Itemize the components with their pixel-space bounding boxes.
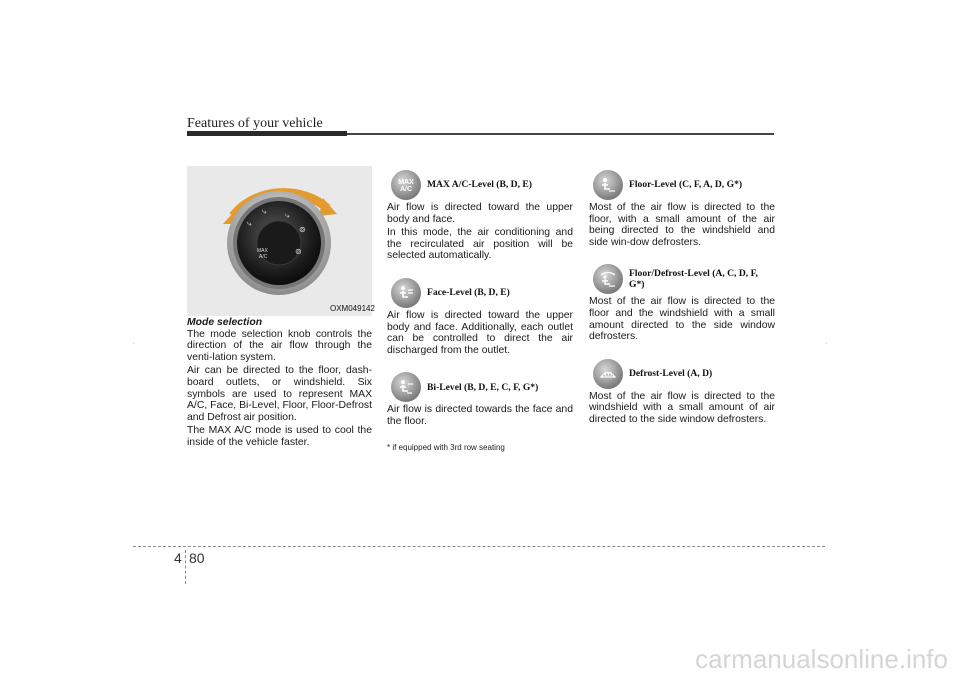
footnote: * if equipped with 3rd row seating	[387, 442, 505, 452]
defrost-icon	[593, 359, 623, 389]
floor-paragraph-1: Most of the air flow is directed to the floor, with a small amount of the air being directed to the windshield and side win-dow defrosters.	[589, 202, 775, 248]
svg-text:⤷: ⤷	[247, 219, 252, 228]
svg-text:MAX: MAX	[398, 179, 414, 186]
max-ac-paragraph-1: Air flow is directed toward the upper body and face.	[387, 202, 573, 225]
col1-paragraph-1: The mode selection knob controls the direction of the air flow through the venti-lation system.	[187, 328, 372, 363]
mode-knob-illustration	[187, 166, 372, 316]
svg-text:A/C: A/C	[399, 186, 413, 193]
mode-head-floor-defrost	[589, 262, 775, 296]
header-accent-bar	[187, 131, 347, 136]
mode-knob-figure	[187, 166, 372, 316]
mode-title-max-ac: MAX A/C-Level (B, D, E)	[427, 179, 532, 191]
mode-head-bi-level	[387, 370, 573, 404]
svg-text:⊚: ⊚	[295, 247, 302, 256]
floor-level-icon	[593, 170, 623, 200]
bi-level-icon	[391, 372, 421, 402]
svg-text:A/C: A/C	[259, 254, 268, 260]
column-2	[387, 168, 573, 453]
svg-text:⤷: ⤷	[285, 211, 290, 220]
defrost-paragraph-1: Most of the air flow is directed to the windshield with a small amount of air directed to the side window defrosters.	[589, 390, 775, 425]
face-paragraph-1: Air flow is directed toward the upper body and face. Additionally, each outlet can be controlled to direct the air discharged from the outlet.	[387, 309, 573, 356]
footer-rule	[133, 546, 825, 547]
watermark: carmanualsonline.info	[695, 644, 948, 674]
max-ac-icon	[391, 170, 421, 200]
mode-head-max-ac	[387, 168, 573, 202]
mode-title-bi-level: Bi-Level (B, D, E, C, F, G*)	[427, 381, 539, 393]
column-3	[589, 168, 775, 428]
svg-text:⤷: ⤷	[262, 207, 267, 216]
page-header-title: Features of your vehicle	[187, 116, 323, 131]
svg-text:⊚: ⊚	[299, 225, 306, 234]
footer-divider	[185, 550, 186, 584]
mode-title-face: Face-Level (B, D, E)	[427, 287, 510, 299]
section-number: 4	[174, 550, 182, 566]
mode-head-floor	[589, 168, 775, 202]
svg-text:MAX: MAX	[257, 248, 268, 254]
mode-title-floor-defrost: Floor/Defrost-Level (A, C, D, F, G*)	[629, 267, 758, 291]
column-1	[187, 317, 372, 451]
max-ac-paragraph-2: In this mode, the air conditioning and the recirculated air position will be selected automatically.	[387, 227, 573, 262]
bi-level-paragraph-1: Air flow is directed towards the face and the floor.	[387, 404, 573, 427]
col1-paragraph-3: The MAX A/C mode is used to cool the inside of the vehicle faster.	[187, 425, 372, 448]
section-caption: Mode selection	[187, 317, 263, 328]
mode-head-defrost	[589, 357, 775, 391]
page-number: 80	[189, 550, 205, 566]
margin-mark-right	[826, 343, 827, 344]
floor-defrost-icon	[593, 264, 623, 294]
mode-title-floor: Floor-Level (C, F, A, D, G*)	[629, 179, 743, 191]
mode-title-defrost: Defrost-Level (A, D)	[629, 367, 713, 379]
floor-defrost-paragraph-1: Most of the air flow is directed to the floor and the windshield with a small amount directed to the side window defrosters.	[589, 296, 775, 343]
mode-head-face	[387, 276, 573, 310]
col1-paragraph-2: Air can be directed to the floor, dash-board outlets, or windshield. Six symbols are used to represent MAX A/C, Face, Bi-Level, Floor, Floor-Defrost and Defrost air position.	[187, 365, 372, 423]
face-level-icon	[391, 278, 421, 308]
margin-mark-left	[133, 343, 134, 344]
figure-code: OXM049142	[330, 304, 375, 313]
